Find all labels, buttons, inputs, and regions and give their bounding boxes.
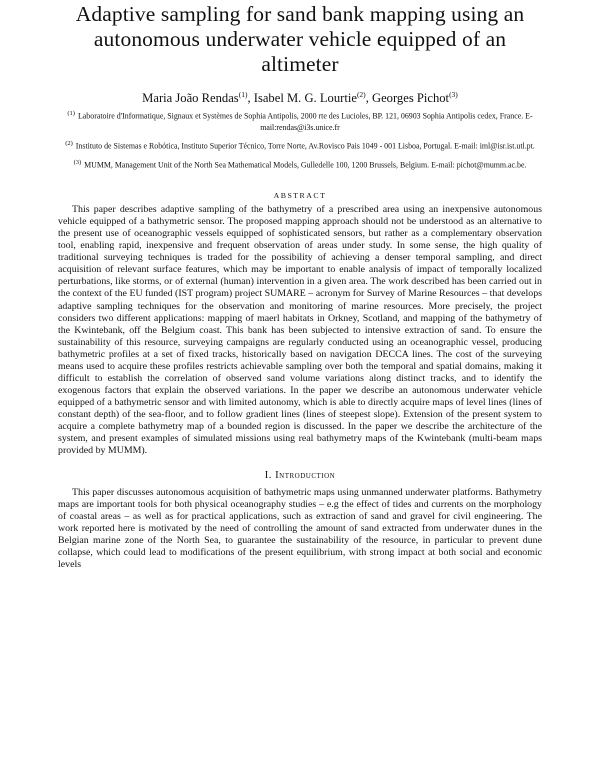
affiliation [58, 138, 542, 152]
section-title: Introduction [275, 469, 336, 481]
intro-paragraph: This paper discusses autonomous acquisition of bathymetric maps using unmanned underwater platforms. Bathymetry maps are important tools for both physical oceanography studies – e.g the effect of tides and currents on the morphology of coastal areas – as well as for practical applications, such as extraction of sand and gravel for civil engineering. The work reported here is motivated by the need of controlling the amount of sand extracted from underwater dunes in the Belgian marine zone of the North Sea, to guarantee the sustainability of the resource, in particular to prevent dune collapse, which could lead to modifications of the present equilibrium, with strong impact at both social and economic levels [58, 486, 542, 571]
affiliation [58, 157, 542, 171]
paper-title [58, 0, 542, 77]
author-affiliation-mark: (3) [449, 90, 458, 99]
author-name: Maria João Rendas [142, 91, 239, 106]
affiliation-mark: (3) [73, 159, 82, 167]
title-line-3: altimeter [261, 52, 339, 76]
affiliation-text: Laboratoire d'Informatique, Signaux et Systèmes de Sophia Antipolis, 2000 rte des Lucioles, BP. 121, 06903 Sophia Antipolis cedex, France. E-mail:rendas@i3s.unice.fr [77, 111, 533, 133]
affiliation-mark: (1) [67, 110, 75, 118]
affiliation-text: Instituto de Sistemas e Robótica, Instituto Superior Técnico, Torre Norte, Av.Rovisco Pais 1049 - 001 Lisboa, Portugal. E-mail: iml@isr.ist.utl.pt. [75, 141, 535, 151]
affiliation [58, 108, 542, 133]
section-number: I. [264, 469, 272, 481]
affiliation-mark: (2) [65, 140, 73, 148]
author-affiliation-mark: (1) [238, 90, 248, 99]
affiliation-text: MUMM, Management Unit of the North Sea Mathematical Models, Gulledelle 100, 1200 Brussels, Belgium. E-mail: pichot@mumm.ac.be. [84, 160, 527, 170]
abstract-heading: ABSTRACT [273, 190, 327, 200]
author-list [58, 87, 542, 106]
author-separator: , [247, 91, 254, 106]
abstract-text: This paper describes adaptive sampling of the bathymetry of a prescribed area using an inexpensive autonomous vehicle equipped of a bathymetric sensor. The proposed mapping approach should not be understood as an alternative to the present use of oceanographic vessels equipped of sophisticated sensors, but rather as a complementary observation tool, enabling rapid, inexpensive and frequent observation of areas under study. In some sense, the high quality of traditional surveying techniques is traded for the possibility of achieving a denser temporal sampling, and direct acquisition of relevant surface features, which may be important to enable analysis of impact of temporally localized perturbations, like storms, or of external (human) intervention in a given area. The work described has been carried out in the context of the EU funded (IST program) project SUMARE – acronym for Survey of Marine Resources – that develops adaptive sampling techniques for the observation and monitoring of marine resources. More precisely, the project considers two different applications: mapping of maerl habitats in Orkney, Scotland, and mapping of the bathymetry of the Kwintebank, off the Belgium coast. This bank has been subjected to intensive extraction of sand. To ensure the sustainability of this resource, surveying campaigns are regularly conducted using an oceanographic vessel, producing bathymetric profiles at a set of fixed tracks, historically based on navigation DECCA lines. The cost of the surveying means used to acquire these profiles restricts achievable sampling over both the temporal and spatial domains, making it difficult to establish the correlation of observed sand volume variations along distinct tracks, and to identify the exogenous factors that explain the observed variations. In the paper we describe an autonomous underwater vehicle equipped of a bathymetric sensor and with limited autonomy, which is able to directly acquire maps of level lines (lines of constant depth) of the sea-floor, and to follow gradient lines (lines of steepest slope). Extension of the present system to acquire a complete bathymetry map of a bounded region is discussed. In the paper we describe the architecture of the system, and present examples of simulated missions using real bathymetry maps of the Kwintebank (multi-beam maps provided by MUMM). [58, 203, 542, 457]
author-name: Isabel M. G. Lourtie [253, 91, 357, 106]
author-name: Georges Pichot [371, 91, 450, 106]
section-heading [58, 470, 542, 481]
author-affiliation-mark: (2) [356, 90, 366, 99]
title-line-1: Adaptive sampling for sand bank mapping using an [75, 2, 525, 26]
author-separator: , [365, 91, 372, 106]
title-line-2: autonomous underwater vehicle equipped of an [93, 27, 507, 51]
